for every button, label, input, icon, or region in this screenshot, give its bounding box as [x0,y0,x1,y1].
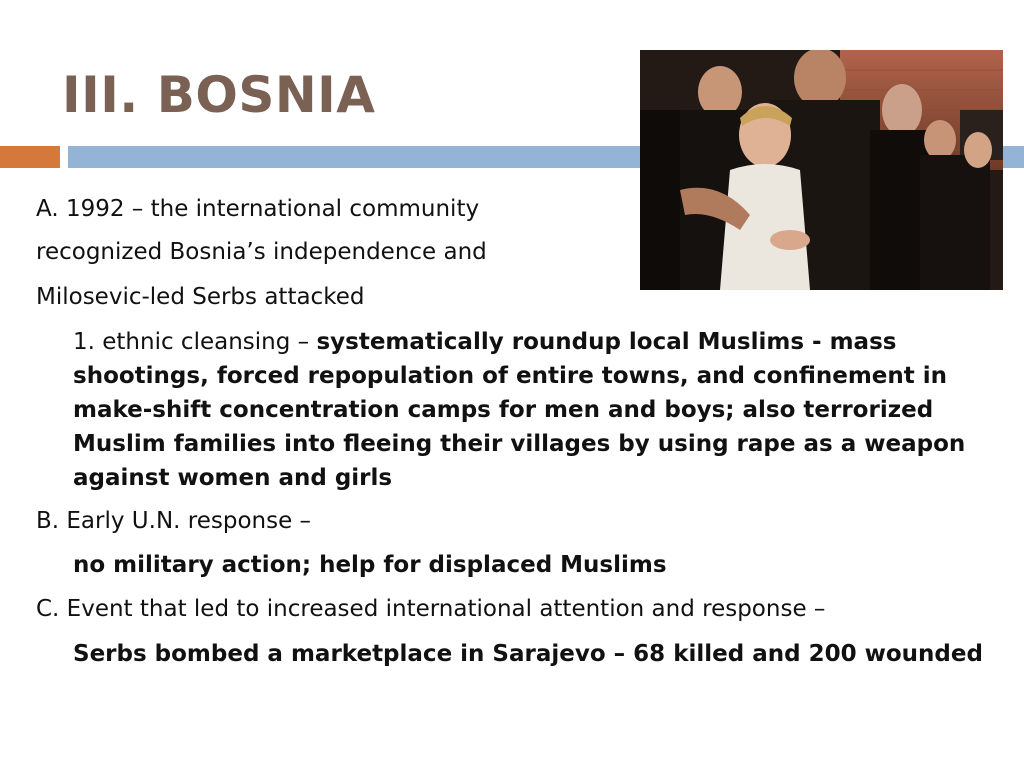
sub-point-1-lead: 1. ethnic cleansing – [73,329,317,355]
point-b-detail: no military action; help for displaced Muslims [73,552,667,578]
point-a-line-1: A. 1992 – the international community [36,196,480,222]
point-c-detail: Serbs bombed a marketplace in Sarajevo – 68 killed and 200 wounded [73,641,983,667]
point-c-line: C. Event that led to increased international attention and response – [36,596,826,622]
sub-point-1 [73,325,1023,495]
point-a-line-3: Milosevic-led Serbs attacked [36,284,365,310]
photo-grieving-crowd-icon [640,50,1003,290]
sub-point-1-detail: systematically roundup local Muslims - mass shootings, forced repopulation of entire towns, and confinement in make-shift concentration camps for men and boys; also terrorized Muslim families into fleeing their villages by using rape as a weapon against women and girls [73,329,966,491]
accent-bar-orange [0,146,60,168]
slide-title: III. BOSNIA [62,66,376,124]
point-b-line: B. Early U.N. response – [36,508,312,534]
point-a-line-2: recognized Bosnia’s independence and [36,239,487,265]
